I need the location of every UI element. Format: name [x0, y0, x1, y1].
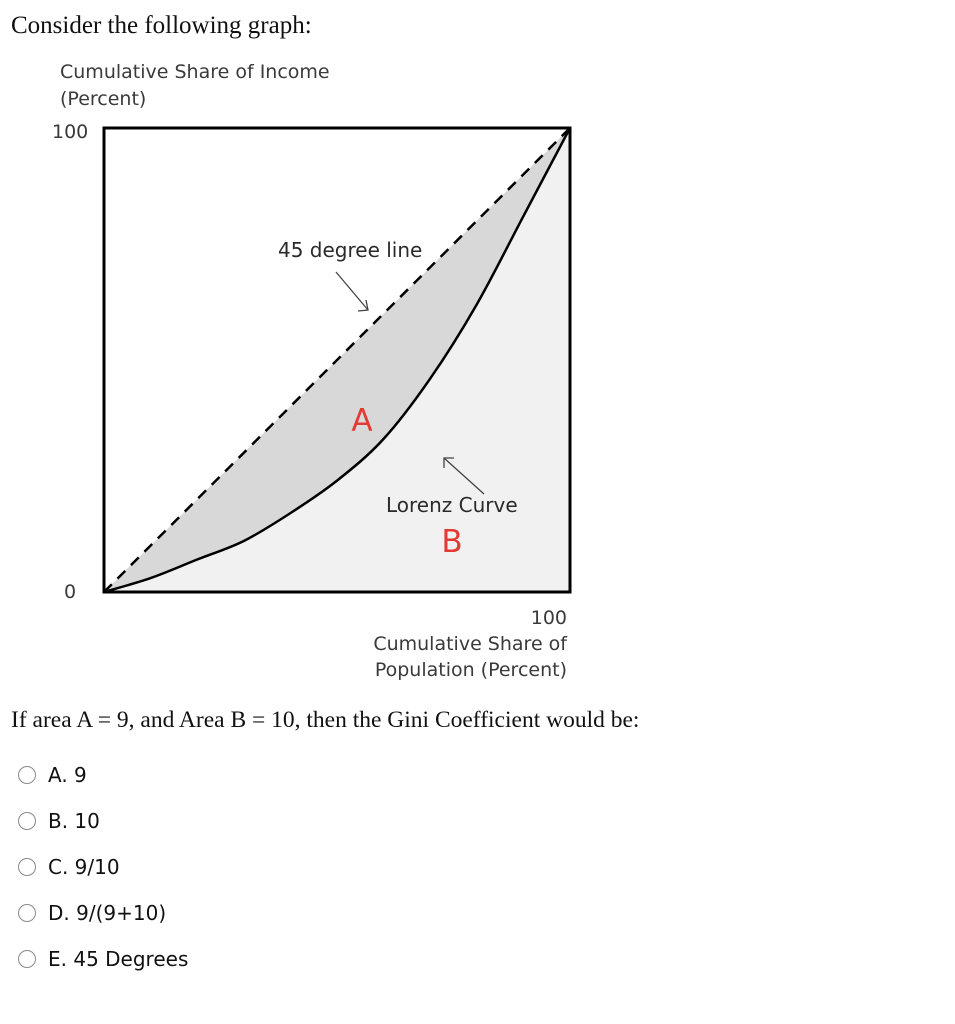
y-tick-0: 0 [64, 581, 77, 603]
y-axis-label-line1: Cumulative Share of Income [60, 61, 330, 83]
question-intro: Consider the following graph: [11, 12, 312, 39]
answer-option-label: C. 9/10 [48, 855, 120, 879]
y-axis-label-line2: (Percent) [60, 88, 147, 110]
x-tick-100: 100 [530, 607, 567, 629]
answer-option-label: E. 45 Degrees [48, 947, 189, 971]
area-a-label: A [351, 403, 373, 439]
radio-button-icon[interactable] [18, 950, 36, 968]
answer-option-b[interactable] [18, 798, 188, 844]
answer-option-label: D. 9/(9+10) [48, 901, 167, 925]
radio-button-icon[interactable] [18, 812, 36, 830]
45-degree-line-annotation: 45 degree line [278, 238, 423, 262]
answer-option-a[interactable] [18, 752, 188, 798]
45-degree-line-arrow-shaft [336, 272, 368, 310]
radio-button-icon[interactable] [18, 858, 36, 876]
answer-option-c[interactable] [18, 844, 188, 890]
lorenz-curve-annotation: Lorenz Curve [386, 493, 518, 517]
answer-options [18, 752, 188, 982]
radio-button-icon[interactable] [18, 904, 36, 922]
y-tick-100: 100 [52, 121, 89, 143]
45-degree-line-arrowhead-icon [358, 300, 368, 311]
answer-option-e[interactable] [18, 936, 188, 982]
answer-option-label: A. 9 [48, 763, 87, 787]
lorenz-chart-svg [0, 50, 620, 690]
lorenz-chart [0, 50, 620, 690]
radio-button-icon[interactable] [18, 766, 36, 784]
area-b-label: B [441, 524, 463, 560]
x-axis-label-line2: Population (Percent) [374, 659, 567, 681]
x-axis-label-line1: Cumulative Share of [373, 633, 567, 655]
question-stem: If area A = 9, and Area B = 10, then the Gini Coefficient would be: [11, 707, 640, 733]
answer-option-d[interactable] [18, 890, 188, 936]
answer-option-label: B. 10 [48, 809, 100, 833]
